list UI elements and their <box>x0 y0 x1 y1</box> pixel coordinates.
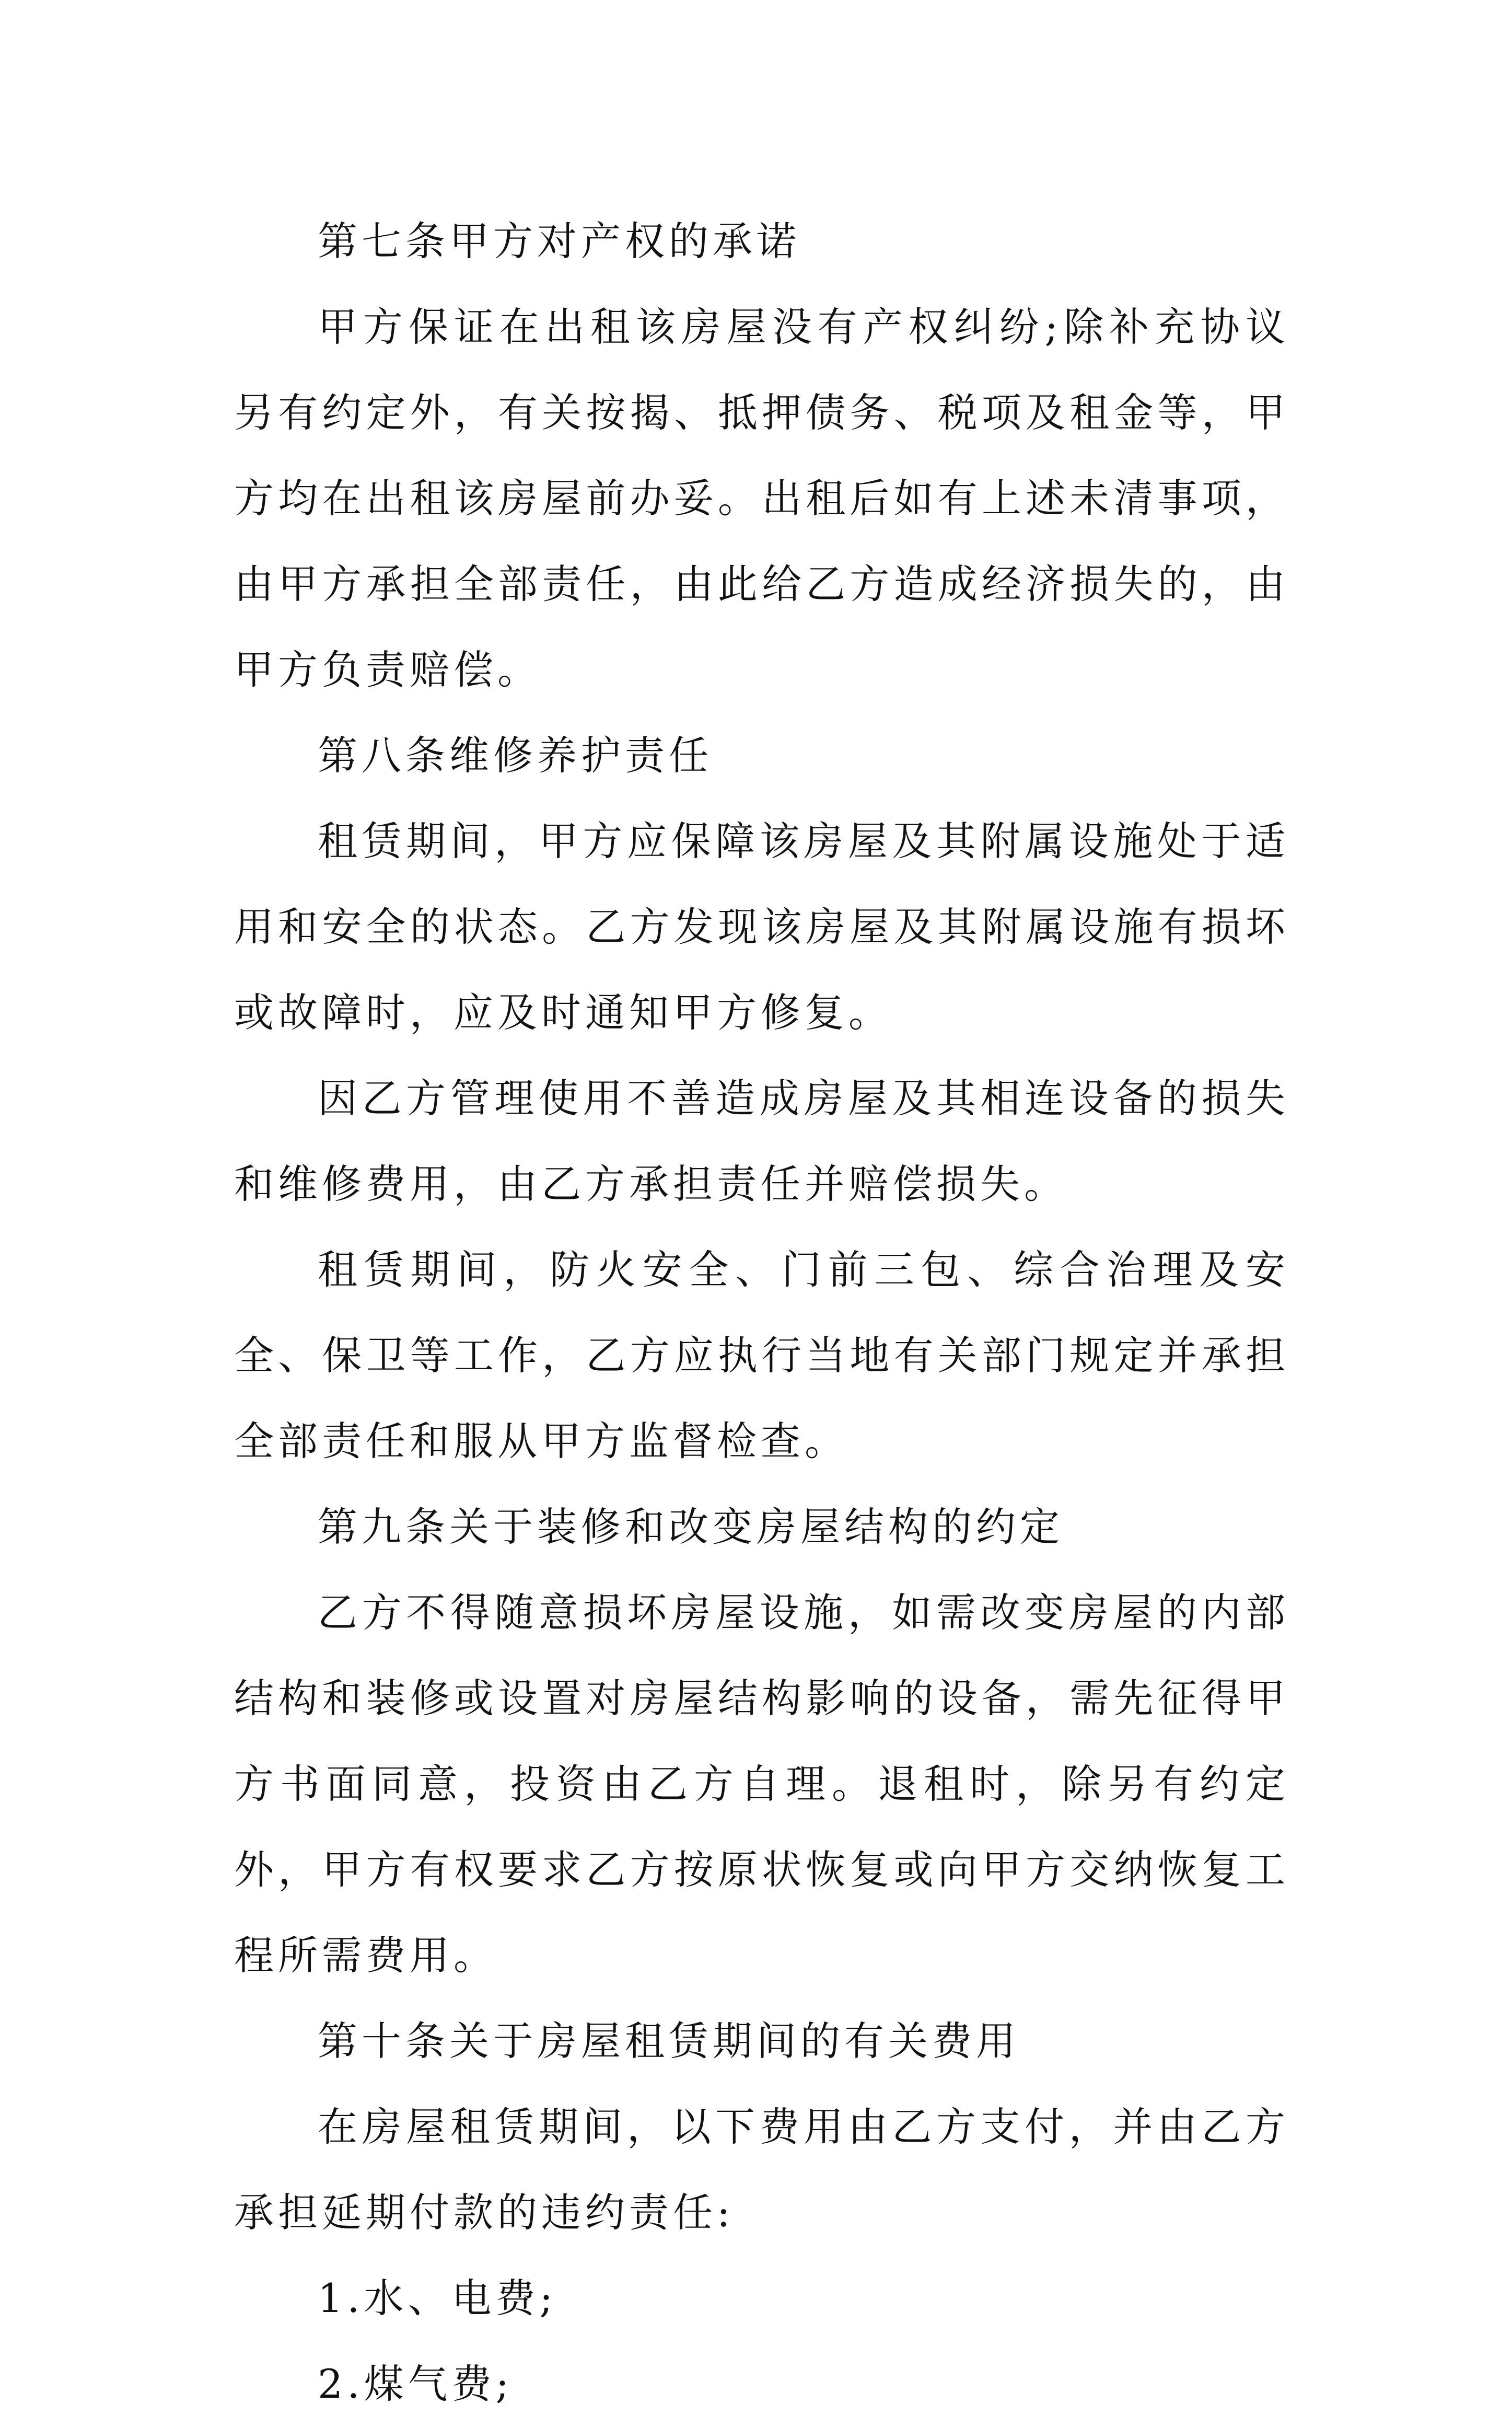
article-8-paragraph-1: 租赁期间，甲方应保障该房屋及其附属设施处于适用和安全的状态。乙方发现该房屋及其附属设施有损坏或故障时，应及时通知甲方修复。 <box>234 818 1289 1036</box>
document-body <box>234 199 1289 2427</box>
fee-list-item-1: 1.水、电费; <box>318 2275 557 2321</box>
article-8-paragraph-3: 租赁期间，防火安全、门前三包、综合治理及安全、保卫等工作，乙方应执行当地有关部门规定并承担全部责任和服从甲方监督检查。 <box>234 1246 1289 1464</box>
article-9-paragraph: 乙方不得随意损坏房屋设施，如需改变房屋的内部结构和装修或设置对房屋结构影响的设备，需先征得甲方书面同意，投资由乙方自理。退租时，除另有约定外，甲方有权要求乙方按原状恢复或向甲方交纳恢复工程所需费用。 <box>234 1589 1289 1979</box>
article-10-paragraph: 在房屋租赁期间，以下费用由乙方支付，并由乙方承担延期付款的违约责任: <box>234 2104 1289 2236</box>
article-7-paragraph: 甲方保证在出租该房屋没有产权纠纷;除补充协议另有约定外，有关按揭、抵押债务、税项及租金等，甲方均在出租该房屋前办妥。出租后如有上述未清事项，由甲方承担全部责任，由此给乙方造成经济损失的，由甲方负责赔偿。 <box>234 304 1289 693</box>
article-8-paragraph-2: 因乙方管理使用不善造成房屋及其相连设备的损失和维修费用，由乙方承担责任并赔偿损失。 <box>234 1075 1289 1207</box>
article-10-heading: 第十条关于房屋租赁期间的有关费用 <box>318 2018 1020 2064</box>
article-7-heading: 第七条甲方对产权的承诺 <box>318 218 800 264</box>
article-8-heading: 第八条维修养护责任 <box>318 732 713 779</box>
article-9-heading: 第九条关于装修和改变房屋结构的约定 <box>318 1504 1064 1550</box>
fee-list-item-2: 2.煤气费; <box>318 2361 514 2407</box>
